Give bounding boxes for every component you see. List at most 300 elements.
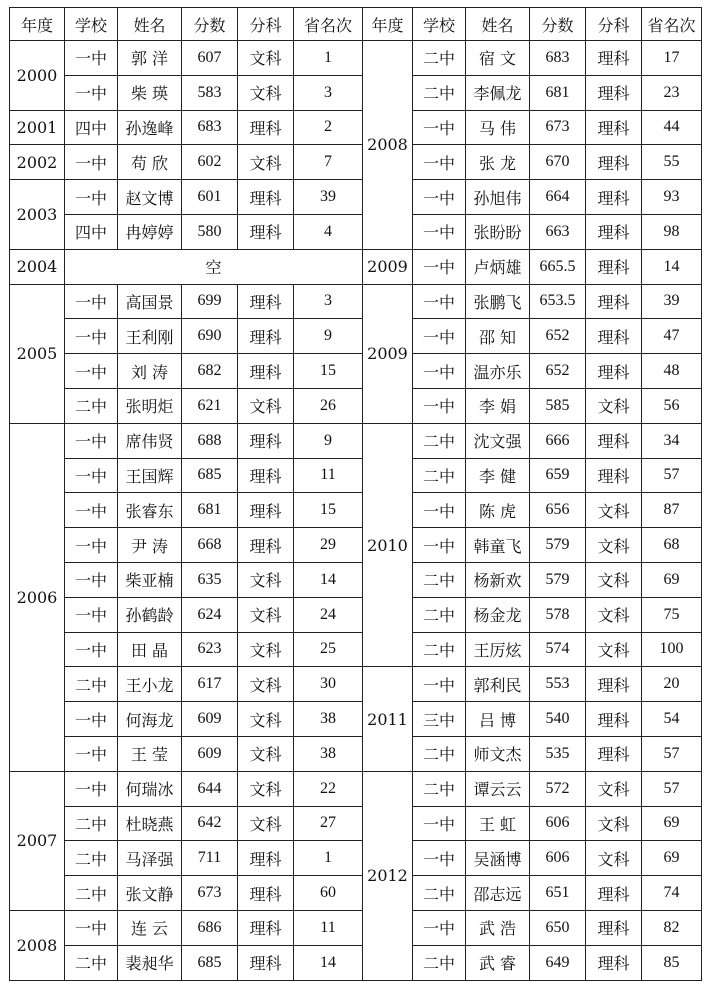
rank-cell: 25 [294,632,363,667]
rank-cell: 54 [642,702,702,737]
score-cell: 578 [530,597,586,632]
rank-cell: 39 [294,180,363,215]
score-cell: 686 [182,910,238,945]
score-cell: 668 [182,528,238,563]
header-name: 姓名 [466,8,530,41]
score-cell: 688 [182,423,238,458]
name-cell: 何海龙 [118,702,182,737]
rank-cell: 60 [294,876,363,911]
score-cell: 685 [182,945,238,980]
name-cell: 邵 知 [466,319,530,354]
score-cell: 665.5 [530,249,586,284]
rank-cell: 1 [294,841,363,876]
school-cell: 二中 [65,388,118,423]
name-cell: 武 浩 [466,910,530,945]
rank-cell: 98 [642,214,702,249]
subject-cell: 理科 [586,910,642,945]
school-cell: 一中 [413,806,466,841]
subject-cell: 文科 [238,562,294,597]
name-cell: 孙逸峰 [118,110,182,145]
rank-cell: 93 [642,180,702,215]
score-cell: 666 [530,423,586,458]
table-row [10,319,702,354]
header-rank: 省名次 [642,8,702,41]
score-cell: 601 [182,180,238,215]
school-cell: 一中 [65,75,118,110]
name-cell: 郭 洋 [118,41,182,76]
score-cell: 656 [530,493,586,528]
school-cell: 二中 [65,945,118,980]
rank-cell: 4 [294,214,363,249]
year-cell: 2006 [10,423,65,771]
subject-cell: 理科 [586,249,642,284]
name-cell: 王厉炫 [466,632,530,667]
header-rank: 省名次 [294,8,363,41]
score-cell: 579 [530,562,586,597]
score-cell: 649 [530,945,586,980]
rank-cell: 15 [294,493,363,528]
rank-cell: 9 [294,319,363,354]
rank-cell: 23 [642,75,702,110]
table-row [10,110,702,145]
score-cell: 624 [182,597,238,632]
name-cell: 武 睿 [466,945,530,980]
rank-cell: 14 [642,249,702,284]
header-school: 学校 [413,8,466,41]
name-cell: 郭利民 [466,667,530,702]
year-cell: 2001 [10,110,65,145]
name-cell: 高国景 [118,284,182,319]
subject-cell: 理科 [586,736,642,771]
name-cell: 张盼盼 [466,214,530,249]
school-cell: 一中 [413,249,466,284]
table-row [10,458,702,493]
subject-cell: 理科 [238,110,294,145]
school-cell: 一中 [65,562,118,597]
school-cell: 四中 [65,110,118,145]
school-cell: 一中 [413,388,466,423]
name-cell: 陈 虎 [466,493,530,528]
name-cell: 王 虹 [466,806,530,841]
subject-cell: 理科 [586,180,642,215]
header-score: 分数 [182,8,238,41]
header-name: 姓名 [118,8,182,41]
rank-cell: 69 [642,562,702,597]
table-row [10,771,702,806]
rank-cell: 75 [642,597,702,632]
school-cell: 一中 [413,528,466,563]
rank-cell: 15 [294,354,363,389]
school-cell: 一中 [65,702,118,737]
name-cell: 张明炬 [118,388,182,423]
header-score: 分数 [530,8,586,41]
table-row [10,145,702,180]
name-cell: 沈文强 [466,423,530,458]
score-cell: 642 [182,806,238,841]
school-cell: 二中 [65,841,118,876]
table-row [10,388,702,423]
score-cell: 681 [530,75,586,110]
school-cell: 一中 [65,910,118,945]
subject-cell: 理科 [238,876,294,911]
rank-cell: 57 [642,771,702,806]
school-cell: 一中 [65,145,118,180]
table-row [10,493,702,528]
table-row [10,423,702,458]
score-cell: 699 [182,284,238,319]
name-cell: 师文杰 [466,736,530,771]
rank-cell: 74 [642,876,702,911]
subject-cell: 文科 [586,493,642,528]
school-cell: 一中 [65,493,118,528]
name-cell: 杨新欢 [466,562,530,597]
year-cell: 2012 [363,771,413,980]
name-cell: 孙旭伟 [466,180,530,215]
score-cell: 623 [182,632,238,667]
name-cell: 尹 涛 [118,528,182,563]
table-row [10,910,702,945]
school-cell: 一中 [65,597,118,632]
school-cell: 二中 [413,876,466,911]
school-cell: 一中 [413,214,466,249]
school-cell: 一中 [413,667,466,702]
score-cell: 683 [182,110,238,145]
score-cell: 690 [182,319,238,354]
table-row [10,945,702,980]
score-cell: 670 [530,145,586,180]
name-cell: 韩童飞 [466,528,530,563]
school-cell: 四中 [65,214,118,249]
rank-cell: 11 [294,910,363,945]
subject-cell: 理科 [238,423,294,458]
year-cell: 2002 [10,145,65,180]
school-cell: 一中 [413,493,466,528]
name-cell: 李 娟 [466,388,530,423]
score-cell: 535 [530,736,586,771]
name-cell: 王 莹 [118,736,182,771]
school-cell: 一中 [65,319,118,354]
score-table [9,7,702,981]
school-cell: 一中 [65,41,118,76]
subject-cell: 文科 [238,597,294,632]
score-cell: 606 [530,806,586,841]
score-cell: 652 [530,319,586,354]
score-cell: 609 [182,702,238,737]
name-cell: 宿 文 [466,41,530,76]
score-cell: 650 [530,910,586,945]
name-cell: 柴 瑛 [118,75,182,110]
table-row [10,249,702,284]
school-cell: 一中 [413,110,466,145]
rank-cell: 2 [294,110,363,145]
name-cell: 王国辉 [118,458,182,493]
score-cell: 664 [530,180,586,215]
school-cell: 一中 [65,180,118,215]
table-row [10,702,702,737]
school-cell: 二中 [413,945,466,980]
rank-cell: 14 [294,562,363,597]
rank-cell: 87 [642,493,702,528]
subject-cell: 文科 [586,597,642,632]
year-cell: 2009 [363,284,413,423]
table-row [10,562,702,597]
name-cell: 杨金龙 [466,597,530,632]
score-cell: 673 [182,876,238,911]
subject-cell: 文科 [238,771,294,806]
name-cell: 赵文博 [118,180,182,215]
school-cell: 一中 [413,180,466,215]
school-cell: 二中 [413,632,466,667]
subject-cell: 理科 [586,667,642,702]
rank-cell: 69 [642,806,702,841]
rank-cell: 57 [642,458,702,493]
score-cell: 602 [182,145,238,180]
rank-cell: 22 [294,771,363,806]
subject-cell: 理科 [238,284,294,319]
school-cell: 二中 [413,423,466,458]
score-cell: 659 [530,458,586,493]
school-cell: 三中 [413,702,466,737]
subject-cell: 理科 [586,702,642,737]
table-row [10,841,702,876]
name-cell: 王小龙 [118,667,182,702]
header-subject: 分科 [586,8,642,41]
subject-cell: 理科 [238,214,294,249]
subject-cell: 文科 [238,736,294,771]
score-cell: 621 [182,388,238,423]
score-cell: 579 [530,528,586,563]
name-cell: 马泽强 [118,841,182,876]
name-cell: 邵志远 [466,876,530,911]
table-row [10,667,702,702]
subject-cell: 理科 [586,284,642,319]
header-school: 学校 [65,8,118,41]
rank-cell: 100 [642,632,702,667]
score-cell: 653.5 [530,284,586,319]
name-cell: 杜晓燕 [118,806,182,841]
year-cell: 2005 [10,284,65,423]
rank-cell: 3 [294,75,363,110]
subject-cell: 理科 [586,945,642,980]
name-cell: 吕 博 [466,702,530,737]
subject-cell: 文科 [586,771,642,806]
rank-cell: 57 [642,736,702,771]
score-cell: 580 [182,214,238,249]
rank-cell: 39 [642,284,702,319]
subject-cell: 文科 [586,841,642,876]
table-row [10,632,702,667]
rank-cell: 69 [642,841,702,876]
header-subject: 分科 [238,8,294,41]
school-cell: 一中 [413,319,466,354]
rank-cell: 14 [294,945,363,980]
subject-cell: 理科 [238,354,294,389]
year-cell: 2000 [10,41,65,111]
rank-cell: 9 [294,423,363,458]
school-cell: 一中 [65,736,118,771]
subject-cell: 理科 [238,945,294,980]
name-cell: 王利刚 [118,319,182,354]
subject-cell: 理科 [586,458,642,493]
name-cell: 孙鹤龄 [118,597,182,632]
year-cell: 2004 [10,249,65,284]
subject-cell: 文科 [238,667,294,702]
school-cell: 一中 [413,354,466,389]
score-cell: 609 [182,736,238,771]
table-row [10,75,702,110]
school-cell: 一中 [413,145,466,180]
score-cell: 651 [530,876,586,911]
table-row [10,214,702,249]
name-cell: 张鹏飞 [466,284,530,319]
subject-cell: 文科 [238,41,294,76]
table-row [10,284,702,319]
name-cell: 张文静 [118,876,182,911]
score-cell: 652 [530,354,586,389]
school-cell: 二中 [413,736,466,771]
table-row [10,806,702,841]
school-cell: 一中 [413,284,466,319]
rank-cell: 24 [294,597,363,632]
score-cell: 663 [530,214,586,249]
subject-cell: 文科 [586,528,642,563]
table-row [10,876,702,911]
subject-cell: 文科 [238,806,294,841]
rank-cell: 34 [642,423,702,458]
school-cell: 一中 [65,284,118,319]
rank-cell: 38 [294,702,363,737]
subject-cell: 理科 [238,841,294,876]
table-row [10,41,702,76]
school-cell: 一中 [65,528,118,563]
subject-cell: 文科 [238,702,294,737]
score-cell: 540 [530,702,586,737]
subject-cell: 文科 [238,75,294,110]
header-year: 年度 [10,8,65,41]
subject-cell: 理科 [586,354,642,389]
rank-cell: 85 [642,945,702,980]
rank-cell: 1 [294,41,363,76]
score-cell: 635 [182,562,238,597]
subject-cell: 理科 [238,180,294,215]
score-cell: 583 [182,75,238,110]
school-cell: 一中 [65,771,118,806]
rank-cell: 47 [642,319,702,354]
rank-cell: 56 [642,388,702,423]
score-cell: 572 [530,771,586,806]
header-year: 年度 [363,8,413,41]
subject-cell: 理科 [586,75,642,110]
score-cell: 711 [182,841,238,876]
subject-cell: 文科 [586,388,642,423]
rank-cell: 44 [642,110,702,145]
rank-cell: 55 [642,145,702,180]
subject-cell: 文科 [238,145,294,180]
subject-cell: 理科 [586,423,642,458]
score-cell: 644 [182,771,238,806]
subject-cell: 理科 [586,319,642,354]
name-cell: 连 云 [118,910,182,945]
year-cell: 2003 [10,180,65,250]
score-cell: 617 [182,667,238,702]
school-cell: 二中 [413,75,466,110]
name-cell: 张 龙 [466,145,530,180]
school-cell: 一中 [413,841,466,876]
name-cell: 吴涵博 [466,841,530,876]
rank-cell: 30 [294,667,363,702]
subject-cell: 文科 [238,388,294,423]
table-row [10,597,702,632]
score-cell: 683 [530,41,586,76]
name-cell: 李佩龙 [466,75,530,110]
score-cell: 553 [530,667,586,702]
rank-cell: 26 [294,388,363,423]
school-cell: 二中 [413,771,466,806]
school-cell: 二中 [65,667,118,702]
name-cell: 柴亚楠 [118,562,182,597]
subject-cell: 理科 [586,41,642,76]
name-cell: 席伟贤 [118,423,182,458]
score-cell: 585 [530,388,586,423]
subject-cell: 理科 [586,145,642,180]
year-cell: 2011 [363,667,413,771]
year-cell: 2010 [363,423,413,667]
school-cell: 二中 [65,806,118,841]
year-cell: 2008 [363,41,413,250]
school-cell: 二中 [413,458,466,493]
score-cell: 685 [182,458,238,493]
name-cell: 苟 欣 [118,145,182,180]
score-cell: 606 [530,841,586,876]
name-cell: 谭云云 [466,771,530,806]
name-cell: 冉婷婷 [118,214,182,249]
school-cell: 一中 [65,354,118,389]
score-cell: 574 [530,632,586,667]
name-cell: 何瑞冰 [118,771,182,806]
rank-cell: 29 [294,528,363,563]
name-cell: 温亦乐 [466,354,530,389]
name-cell: 卢炳雄 [466,249,530,284]
school-cell: 二中 [413,562,466,597]
subject-cell: 文科 [586,562,642,597]
subject-cell: 文科 [238,632,294,667]
subject-cell: 理科 [238,528,294,563]
subject-cell: 理科 [586,876,642,911]
subject-cell: 理科 [586,214,642,249]
school-cell: 一中 [413,910,466,945]
table-row [10,528,702,563]
subject-cell: 文科 [586,632,642,667]
name-cell: 刘 涛 [118,354,182,389]
table-wrapper [9,7,702,981]
rank-cell: 48 [642,354,702,389]
subject-cell: 理科 [238,319,294,354]
subject-cell: 理科 [238,458,294,493]
name-cell: 田 晶 [118,632,182,667]
subject-cell: 文科 [586,806,642,841]
name-cell: 马 伟 [466,110,530,145]
rank-cell: 38 [294,736,363,771]
score-cell: 681 [182,493,238,528]
header-row [10,8,702,41]
year-cell: 2007 [10,771,65,910]
table-row [10,180,702,215]
subject-cell: 理科 [238,493,294,528]
name-cell: 李 健 [466,458,530,493]
empty-note-cell: 空 [65,249,363,284]
school-cell: 二中 [413,597,466,632]
school-cell: 一中 [65,632,118,667]
